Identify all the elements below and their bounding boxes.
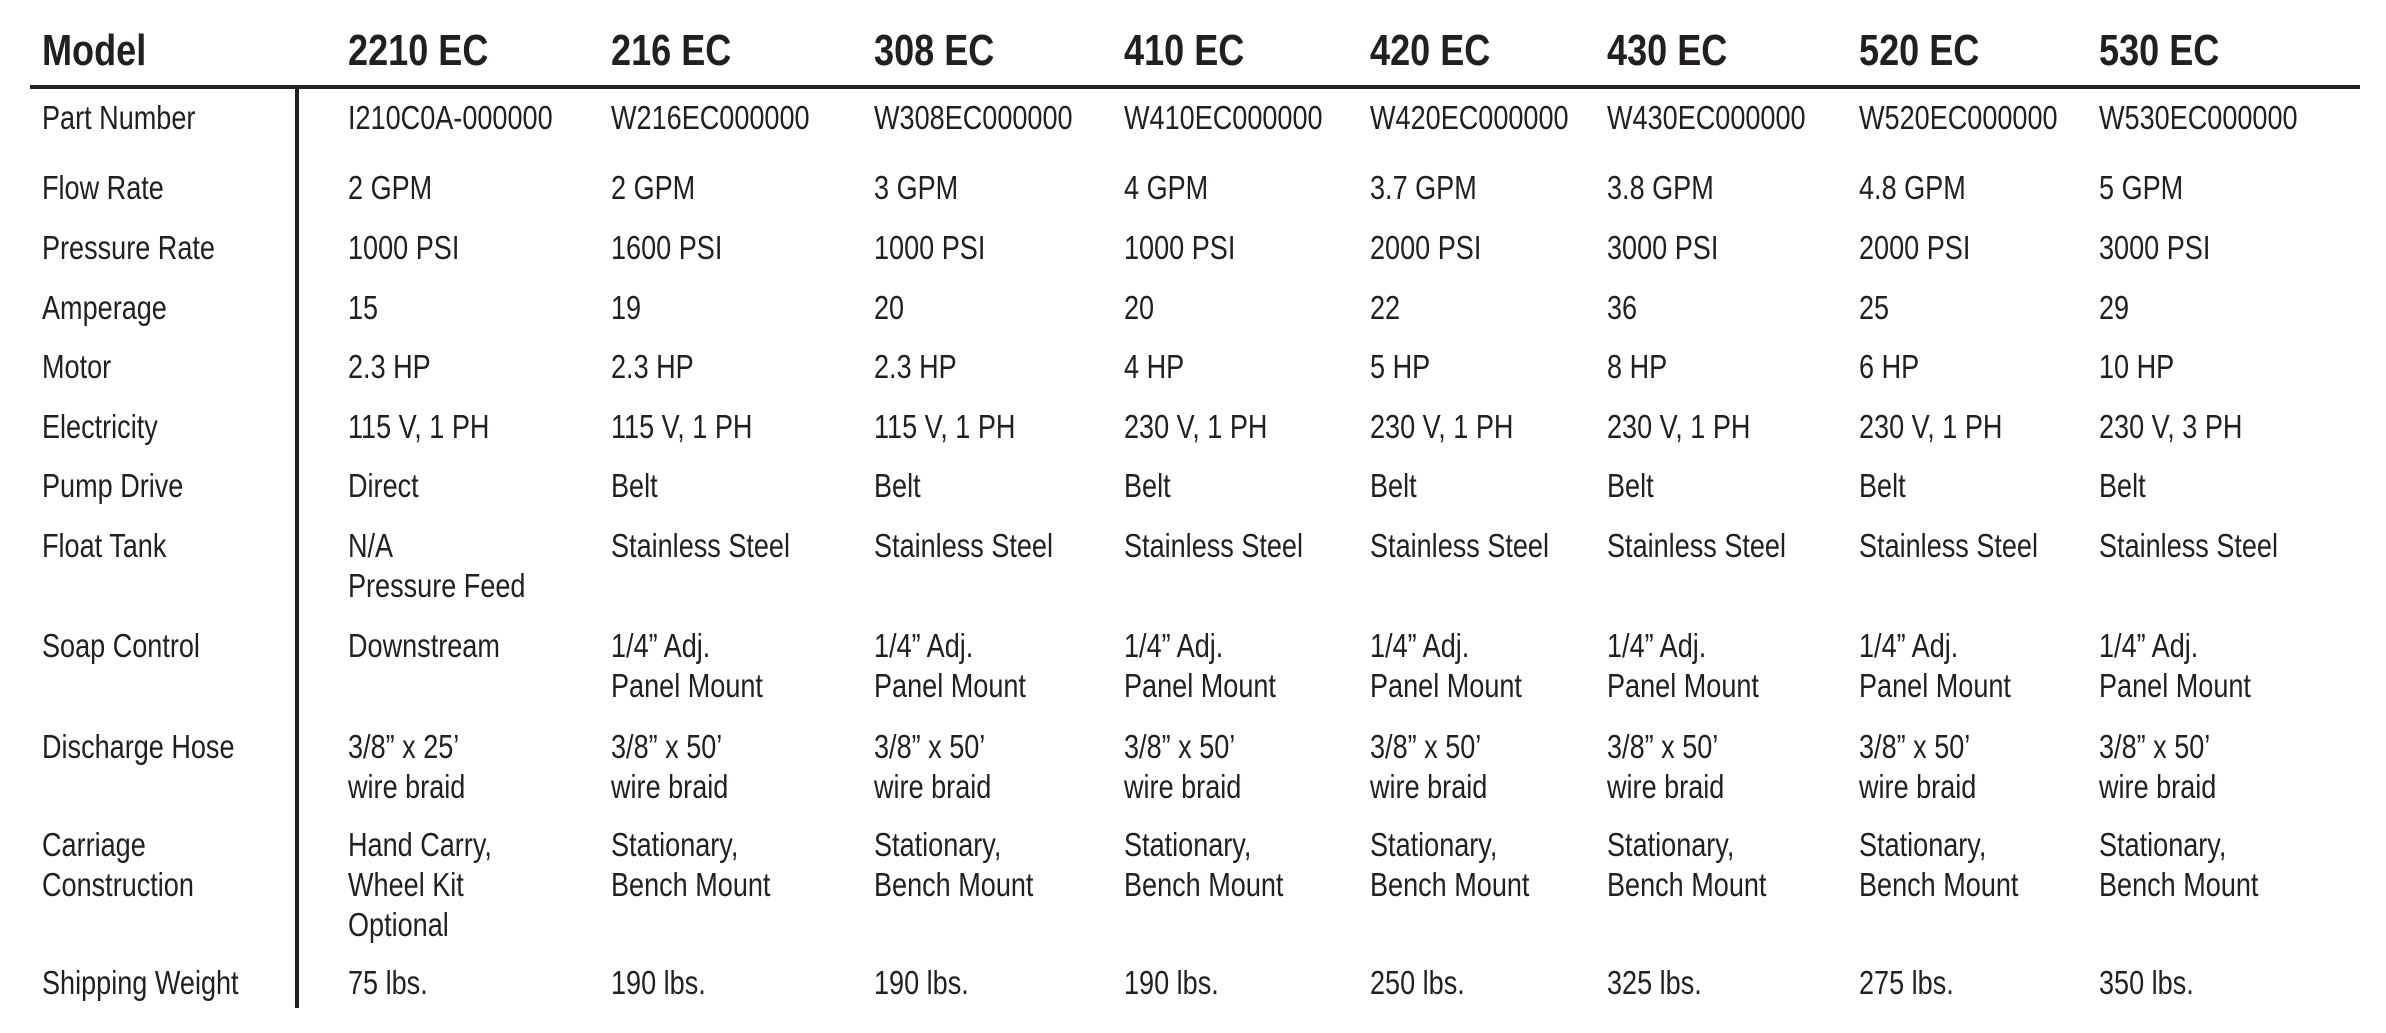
table-cell: Stationary, Bench Mount xyxy=(1370,826,1530,903)
table-cell: 2.3 HP xyxy=(348,348,431,385)
row-label: Flow Rate xyxy=(42,169,164,206)
table-cell: 1/4” Adj. Panel Mount xyxy=(2099,627,2251,704)
header-cell-420-ec: 420 EC xyxy=(1370,26,1491,75)
table-cell: 115 V, 1 PH xyxy=(874,408,1016,445)
row-label: Pump Drive xyxy=(42,467,184,504)
table-cell: 3000 PSI xyxy=(2099,229,2211,266)
table-cell: 3/8” x 50’ wire braid xyxy=(1124,728,1242,805)
table-cell: Stationary, Bench Mount xyxy=(2099,826,2259,903)
table-cell: 3.8 GPM xyxy=(1607,169,1714,206)
table-cell: 3.7 GPM xyxy=(1370,169,1477,206)
table-cell: 19 xyxy=(611,289,642,326)
table-cell: 1/4” Adj. Panel Mount xyxy=(1370,627,1522,704)
table-cell: 6 HP xyxy=(1859,348,1920,385)
table-cell: Stationary, Bench Mount xyxy=(611,826,771,903)
table-cell: Stainless Steel xyxy=(874,527,1054,564)
table-cell: I210C0A-000000 xyxy=(348,99,553,136)
table-cell: W420EC000000 xyxy=(1370,99,1569,136)
table-cell: Stainless Steel xyxy=(1859,527,2039,564)
table-cell: 1/4” Adj. Panel Mount xyxy=(1124,627,1276,704)
table-cell: 25 xyxy=(1859,289,1890,326)
header-cell-410-ec: 410 EC xyxy=(1124,26,1245,75)
table-cell: 5 GPM xyxy=(2099,169,2184,206)
table-cell: 2.3 HP xyxy=(611,348,694,385)
table-cell: 29 xyxy=(2099,289,2130,326)
table-cell: Stationary, Bench Mount xyxy=(1859,826,2019,903)
table-cell: Stationary, Bench Mount xyxy=(874,826,1034,903)
table-cell: 36 xyxy=(1607,289,1638,326)
table-cell: 3/8” x 50’ wire braid xyxy=(1370,728,1488,805)
table-cell: Belt xyxy=(874,467,921,504)
table-cell: Stainless Steel xyxy=(1607,527,1787,564)
table-cell: 1000 PSI xyxy=(874,229,986,266)
table-cell: Stationary, Bench Mount xyxy=(1124,826,1284,903)
header-cell-model: Model xyxy=(42,26,147,75)
table-cell: 22 xyxy=(1370,289,1401,326)
row-label: Pressure Rate xyxy=(42,229,215,266)
table-cell: 190 lbs. xyxy=(611,964,706,1001)
table-cell: W308EC000000 xyxy=(874,99,1073,136)
header-cell-520-ec: 520 EC xyxy=(1859,26,1980,75)
table-cell: 4 HP xyxy=(1124,348,1185,385)
table-cell: 3/8” x 25’ wire braid xyxy=(348,728,466,805)
table-cell: 4 GPM xyxy=(1124,169,1209,206)
table-cell: 2 GPM xyxy=(348,169,433,206)
table-cell: Belt xyxy=(1607,467,1654,504)
row-label: Amperage xyxy=(42,289,167,326)
table-cell: Belt xyxy=(1124,467,1171,504)
table-cell: 1/4” Adj. Panel Mount xyxy=(611,627,763,704)
table-cell: 4.8 GPM xyxy=(1859,169,1966,206)
table-cell: 230 V, 1 PH xyxy=(1370,408,1514,445)
table-cell: 3/8” x 50’ wire braid xyxy=(874,728,992,805)
header-cell-216-ec: 216 EC xyxy=(611,26,732,75)
table-cell: W530EC000000 xyxy=(2099,99,2298,136)
header-cell-308-ec: 308 EC xyxy=(874,26,995,75)
table-cell: 2.3 HP xyxy=(874,348,957,385)
table-cell: 1/4” Adj. Panel Mount xyxy=(1607,627,1759,704)
table-cell: Hand Carry, Wheel Kit Optional xyxy=(348,826,492,943)
row-label: Motor xyxy=(42,348,112,385)
row-label: Discharge Hose xyxy=(42,728,235,765)
table-cell: 115 V, 1 PH xyxy=(611,408,753,445)
table-cell: 5 HP xyxy=(1370,348,1431,385)
table-cell: 20 xyxy=(874,289,905,326)
row-label: Shipping Weight xyxy=(42,964,239,1001)
table-cell: 190 lbs. xyxy=(874,964,969,1001)
table-cell: Direct xyxy=(348,467,419,504)
table-cell: 3/8” x 50’ wire braid xyxy=(611,728,729,805)
table-cell: 230 V, 3 PH xyxy=(2099,408,2243,445)
table-cell: 3/8” x 50’ wire braid xyxy=(1859,728,1977,805)
table-cell: 1000 PSI xyxy=(348,229,460,266)
table-cell: 3/8” x 50’ wire braid xyxy=(2099,728,2217,805)
table-cell: W216EC000000 xyxy=(611,99,810,136)
table-cell: 1000 PSI xyxy=(1124,229,1236,266)
row-label: Electricity xyxy=(42,408,158,445)
table-cell: Belt xyxy=(611,467,658,504)
table-cell: Stainless Steel xyxy=(611,527,791,564)
table-cell: 230 V, 1 PH xyxy=(1124,408,1268,445)
table-cell: Downstream xyxy=(348,627,500,664)
table-cell: 2 GPM xyxy=(611,169,696,206)
row-label: Float Tank xyxy=(42,527,167,564)
row-label: Soap Control xyxy=(42,627,200,664)
table-cell: 2000 PSI xyxy=(1859,229,1971,266)
table-cell: Belt xyxy=(2099,467,2146,504)
table-cell: 230 V, 1 PH xyxy=(1859,408,2003,445)
table-cell: Belt xyxy=(1370,467,1417,504)
table-cell: 1600 PSI xyxy=(611,229,723,266)
table-cell: 15 xyxy=(348,289,379,326)
table-cell: 1/4” Adj. Panel Mount xyxy=(874,627,1026,704)
table-cell: 230 V, 1 PH xyxy=(1607,408,1751,445)
table-cell: 250 lbs. xyxy=(1370,964,1465,1001)
table-cell: 3000 PSI xyxy=(1607,229,1719,266)
label-column-rule xyxy=(295,88,299,1008)
header-cell-430-ec: 430 EC xyxy=(1607,26,1728,75)
header-rule xyxy=(30,85,2360,89)
row-label: Carriage Construction xyxy=(42,826,194,903)
table-cell: Belt xyxy=(1859,467,1906,504)
table-cell: 8 HP xyxy=(1607,348,1668,385)
table-cell: 10 HP xyxy=(2099,348,2175,385)
table-cell: 75 lbs. xyxy=(348,964,428,1001)
table-cell: Stainless Steel xyxy=(1124,527,1304,564)
table-cell: 350 lbs. xyxy=(2099,964,2194,1001)
table-cell: 115 V, 1 PH xyxy=(348,408,490,445)
table-cell: N/A Pressure Feed xyxy=(348,527,526,604)
table-cell: 190 lbs. xyxy=(1124,964,1219,1001)
table-cell: W410EC000000 xyxy=(1124,99,1323,136)
table-cell: 3 GPM xyxy=(874,169,959,206)
table-cell: 20 xyxy=(1124,289,1155,326)
table-cell: W430EC000000 xyxy=(1607,99,1806,136)
table-cell: 275 lbs. xyxy=(1859,964,1954,1001)
row-label: Part Number xyxy=(42,99,196,136)
table-cell: Stainless Steel xyxy=(2099,527,2279,564)
table-cell: 3/8” x 50’ wire braid xyxy=(1607,728,1725,805)
header-cell-530-ec: 530 EC xyxy=(2099,26,2220,75)
table-cell: Stainless Steel xyxy=(1370,527,1550,564)
table-cell: Stationary, Bench Mount xyxy=(1607,826,1767,903)
table-cell: 325 lbs. xyxy=(1607,964,1702,1001)
table-cell: 2000 PSI xyxy=(1370,229,1482,266)
table-cell: W520EC000000 xyxy=(1859,99,2058,136)
header-cell-2210-ec: 2210 EC xyxy=(348,26,489,75)
table-cell: 1/4” Adj. Panel Mount xyxy=(1859,627,2011,704)
